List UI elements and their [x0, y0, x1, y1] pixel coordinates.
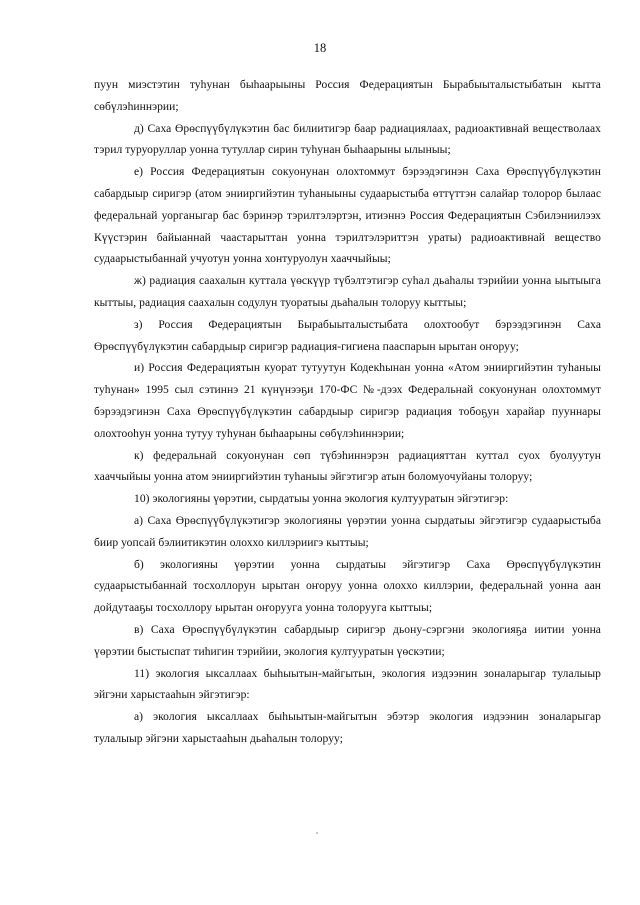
document-body: [94, 75, 601, 751]
paragraph: ж) радиация саахалын куттала үөскүүр түбэлтэтигэр суһал дьаһалы тэрийии уонна ыытыыга кыттыы, радиация саахалын содулун туоратыы дьаһалын толоруу кыттыы;: [94, 275, 601, 309]
paragraph: а) Саха Өрөспүүбүлүкэтигэр экологияны үөрэтии уонна сырдатыы эйгэтигэр судаарыстыба биир уопсай бэлиитикэтин олоххо киллэриигэ кыттыы;: [94, 514, 601, 549]
paragraph: а) экология ыксаллаах быһыытын-майгытын эбэтэр экология иэдээнин зоналарыгар тулалыыр эйгэни харыстааһын дьаһалын толоруу;: [94, 711, 601, 745]
paragraph: д) Саха Өрөспүүбүлүкэтин бас билиитигэр баар радиациялаах, радиоактивнай веществолаах тэрил туруоруллар уонна тутуллар сирин туһунан быһаарыны ылыныы;: [94, 122, 601, 157]
paragraph: к) федеральнай сокуонунан сөп түбэһиннэрэн радиацияттан куттал суох буолуутун хааччыйыы уонна атом энииргийэтин туһаныы эйгэтигэр атын боломуочуйаны толоруу;: [94, 449, 601, 484]
paragraph: 11) экология ыксаллаах быһыытын-майгытын, экология иэдээнин зоналарыгар тулалыыр эйгэни харыстааһын эйгэтигэр:: [94, 667, 601, 702]
scan-speck: [316, 832, 318, 834]
paragraph: в) Саха Өрөспүүбүлүкэтин сабардыыр сиригэр дьону-сэргэни экологияҕа иитии уонна үөрэтии быстыспат тиһигин тэрийии, экология култууратын үөскэтии;: [94, 623, 601, 658]
paragraph: е) Россия Федерациятын сокуонунан олохтоммут бэрээдэгинэн Саха Өрөспүүбүлүкэтин сабардыыр сиригэр (атом энииргийэтин туһаныыны судаарыстыба өттүттэн салайар толорор былаас федеральнай уорганыгар бас бэринэр тэрилтэлэртэн, итиэннэ Россия Федерациятын Сэбилэниилээх Күүстэрин байыаннай чаастарыттан уонна тэрилтэлэриттэн ураты) радиоактивнай вещество судаарыстыбаннай учуотун уонна хонтуруолун хааччыйыы;: [94, 166, 601, 266]
paragraph: б) экологияны үөрэтии уонна сырдатыы эйгэтигэр Саха Өрөспүүбүлүкэтин судаарыстыбаннай тосхоллорун ырытан оҥоруу уонна олоххо киллэрии, федеральнай уонна аан дойдутааҕы тосхоллору ырытан оҥорууга уонна толорууга кыттыы;: [94, 558, 601, 615]
paragraph: и) Россия Федерациятын куорат тутуутун Кодекһынан уонна «Атом энииргийэтин туһаныы туһунан» 1995 сыл сэтиннэ 21 күнүнээҕи 170-ФС №-дээх Федеральнай сокуонунан олохтоммут бэрээдэгинэн Саха Өрөспүүбүлүкэтин сабардыыр сиригэр радиация тобоҕун харайар пууннары олохтооһун уонна тутуу туһунан быһаарыны сөбүлэһиннэрии;: [94, 362, 601, 440]
paragraph: пуун миэстэтин туһунан быһаарыыны Россия Федерациятын Бырабыыталыстыбатын кытта сөбүлэһиннэрии;: [94, 79, 601, 113]
paragraph: з) Россия Федерациятын Бырабыыталыстыбата олохтообут бэрээдэгинэн Саха Өрөспүүбүлүкэтин сабардыыр сиригэр радиация-гигиена пааспарын ырытан оҥоруу;: [94, 318, 601, 353]
page-number: 18: [313, 41, 327, 55]
paragraph: 10) экологияны үөрэтии, сырдатыы уонна экология култууратын эйгэтигэр:: [134, 493, 509, 506]
